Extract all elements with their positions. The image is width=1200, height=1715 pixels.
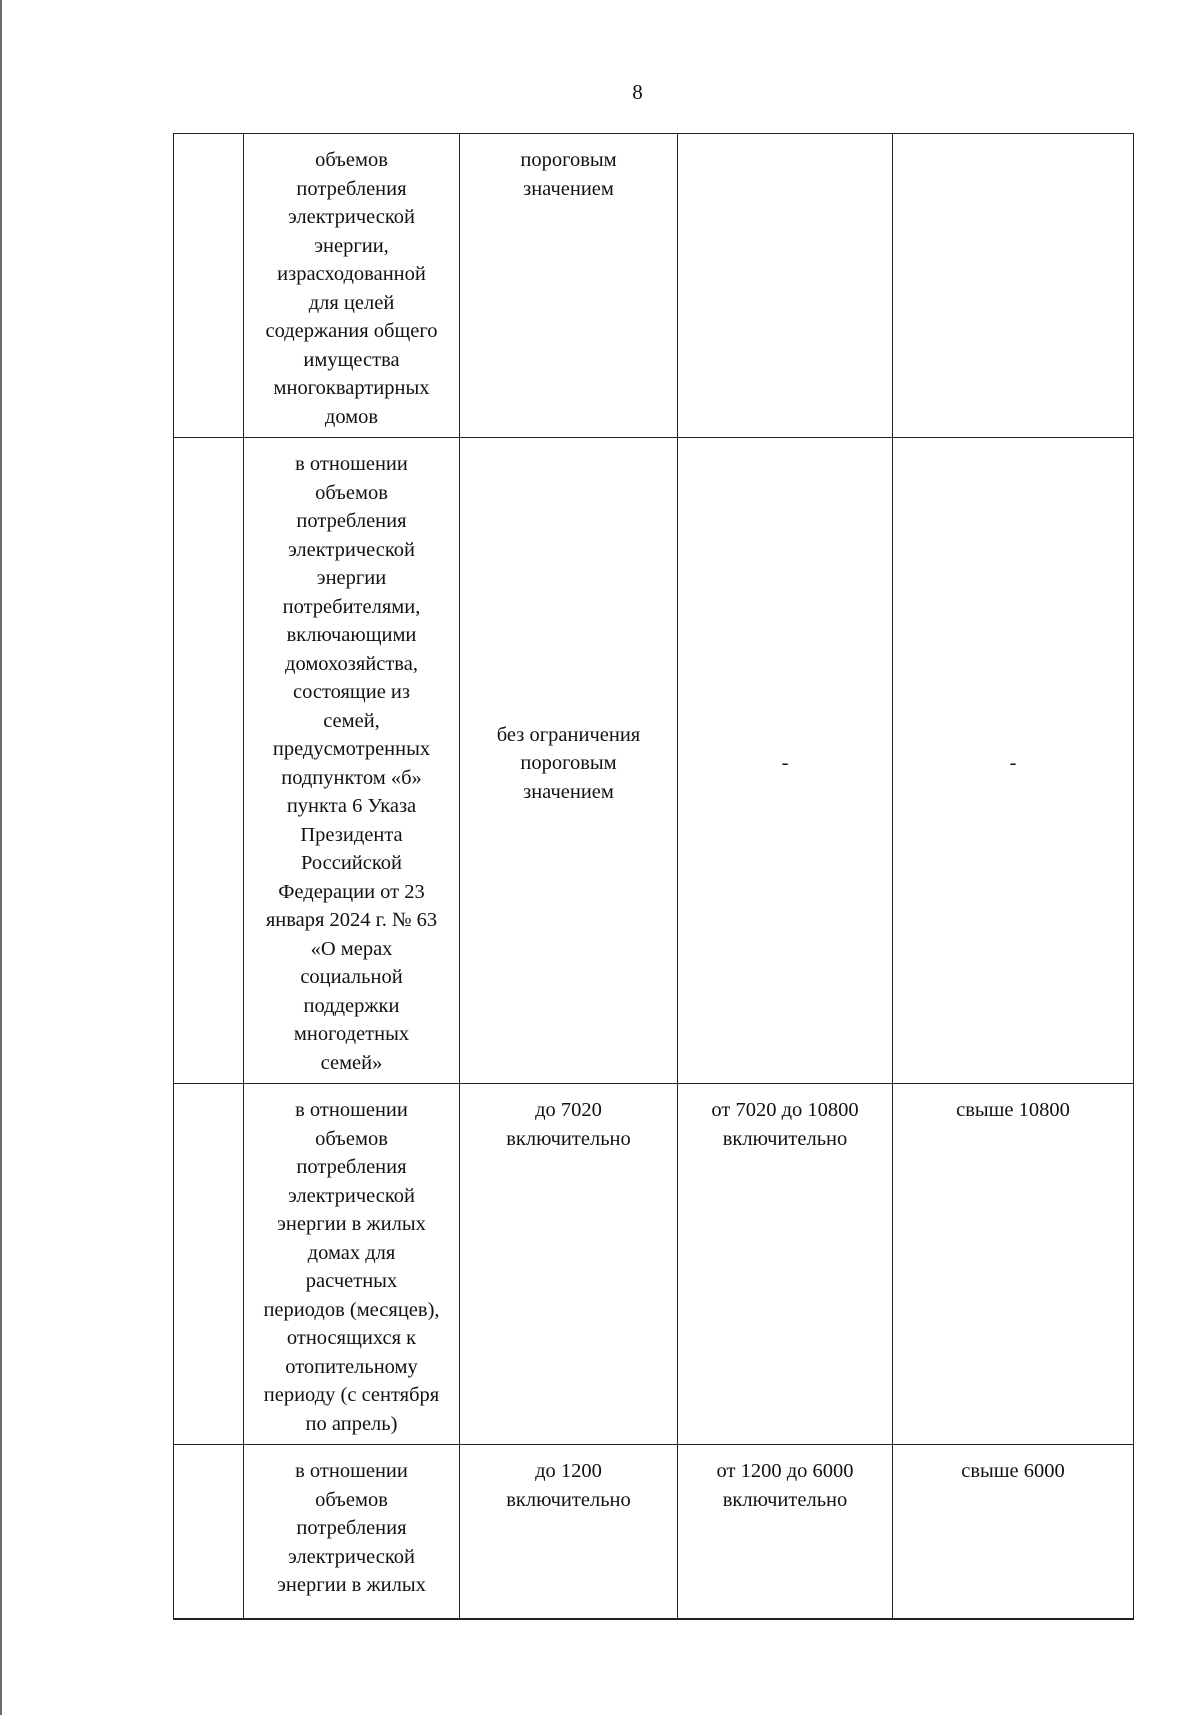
cell-text-line: свыше 6000 <box>961 1460 1065 1482</box>
cell-text-line: в отношении <box>295 1099 408 1121</box>
cell-text-line: января 2024 г. № 63 <box>265 909 438 931</box>
page-number: 8 <box>632 80 643 104</box>
range-1-cell <box>460 438 678 1084</box>
cell-text-line: электрической <box>287 538 416 561</box>
cell-text-line: от 1200 до 6000 <box>716 1460 854 1482</box>
cell-text-line: пункта 6 Указа <box>286 795 417 817</box>
range-1-cell <box>460 1445 678 1620</box>
cell-text-line: в отношении <box>295 453 408 475</box>
cell-text-line: без ограничения <box>496 723 641 746</box>
cell-text-line: периоду (с сентября <box>263 1384 440 1406</box>
range-3-cell <box>893 1445 1134 1620</box>
range-2-cell <box>678 438 893 1084</box>
cell-text-line: предусмотренных <box>272 738 431 760</box>
cell-text-line: Президента <box>300 823 403 846</box>
cell-text-line: потребления <box>296 1517 407 1539</box>
cell-text-line: отопительному <box>285 1355 418 1378</box>
cell-text-line: потребителями, <box>282 595 421 618</box>
cell-text-line: семей, <box>323 709 380 732</box>
cell-text-line: энергии в жилых <box>277 1574 426 1596</box>
cell-text-line: энергии в жилых <box>277 1213 426 1235</box>
cell-text-line: домохозяйства, <box>285 652 418 675</box>
cell-text-line: пороговым <box>520 752 617 775</box>
cell-text-line: состоящие из <box>293 681 410 703</box>
range-1-cell <box>460 134 678 438</box>
description-cell <box>244 438 460 1084</box>
cell-text-line: объемов <box>315 149 388 171</box>
cell-text-line: по апрель) <box>305 1412 398 1435</box>
range-2-cell <box>678 1084 893 1445</box>
range-1-cell <box>460 1084 678 1445</box>
cell-text-line: пороговым <box>520 149 617 171</box>
cell-text-line: включительно <box>722 1127 848 1150</box>
cell-text-line: относящихся к <box>286 1327 417 1349</box>
cell-text-line: имущества <box>303 348 400 371</box>
cell-text-line: до 1200 <box>535 1460 602 1482</box>
empty-cell <box>174 134 244 438</box>
cell-text-line: энергии, <box>314 234 389 257</box>
cell-text-line: потребления <box>296 510 407 532</box>
range-2-cell <box>678 134 893 438</box>
tariff-table <box>173 133 1134 1620</box>
cell-text-line: социальной <box>300 966 403 988</box>
cell-text-line: израсходованной <box>277 263 426 285</box>
cell-text-line: электрической <box>287 1545 416 1568</box>
cell-text-line: семей» <box>320 1051 383 1074</box>
empty-cell <box>174 438 244 1084</box>
table-row <box>174 438 1134 1084</box>
cell-text-line: потребления <box>296 1156 407 1178</box>
cell-text-line: многоквартирных <box>273 377 430 399</box>
table-row <box>174 1084 1134 1445</box>
cell-text-line: электрической <box>287 206 416 228</box>
cell-text-line: многодетных <box>293 1023 410 1045</box>
cell-text-line: - <box>781 752 789 775</box>
cell-text-line: включающими <box>286 624 417 646</box>
description-cell <box>244 1084 460 1445</box>
table-row <box>174 1445 1134 1620</box>
empty-cell <box>174 1084 244 1445</box>
cell-text-line: от 7020 до 10800 <box>711 1099 859 1121</box>
cell-text-line: поддержки <box>303 994 400 1017</box>
scan-left-edge <box>0 0 2 1715</box>
cell-text-line: расчетных <box>305 1270 398 1292</box>
cell-text-line: для целей <box>308 291 395 314</box>
cell-text-line: электрической <box>287 1184 416 1207</box>
cell-text-line: периодов (месяцев), <box>263 1298 440 1321</box>
cell-text-line: свыше 10800 <box>956 1099 1070 1121</box>
cell-text-line: Федерации от 23 <box>278 880 425 903</box>
cell-text-line: домов <box>324 405 379 428</box>
empty-cell <box>174 1445 244 1620</box>
cell-text-line: энергии <box>316 567 387 589</box>
cell-text-line: до 7020 <box>535 1099 602 1121</box>
cell-text-line: в отношении <box>295 1460 408 1482</box>
range-2-cell <box>678 1445 893 1620</box>
cell-text-line: - <box>1009 752 1017 775</box>
cell-text-line: содержания общего <box>265 320 438 342</box>
cell-text-line: объемов <box>315 1127 388 1150</box>
range-3-cell <box>893 134 1134 438</box>
description-cell <box>244 134 460 438</box>
description-cell <box>244 1445 460 1620</box>
cell-text-line: объемов <box>315 1488 388 1511</box>
cell-text-line: значением <box>523 177 614 200</box>
cell-text-line: включительно <box>506 1488 631 1511</box>
table-row <box>174 134 1134 438</box>
cell-text-line: значением <box>523 780 614 803</box>
cell-text-line: подпунктом «б» <box>281 766 422 789</box>
cell-text-line: Российской <box>300 852 403 874</box>
cell-text-line: «О мерах <box>310 937 393 960</box>
cell-text-line: включительно <box>722 1488 848 1511</box>
range-3-cell <box>893 438 1134 1084</box>
cell-text-line: домах для <box>307 1241 396 1264</box>
range-3-cell <box>893 1084 1134 1445</box>
cell-text-line: объемов <box>315 481 388 504</box>
cell-text-line: потребления <box>296 177 407 200</box>
cell-text-line: включительно <box>506 1127 631 1150</box>
